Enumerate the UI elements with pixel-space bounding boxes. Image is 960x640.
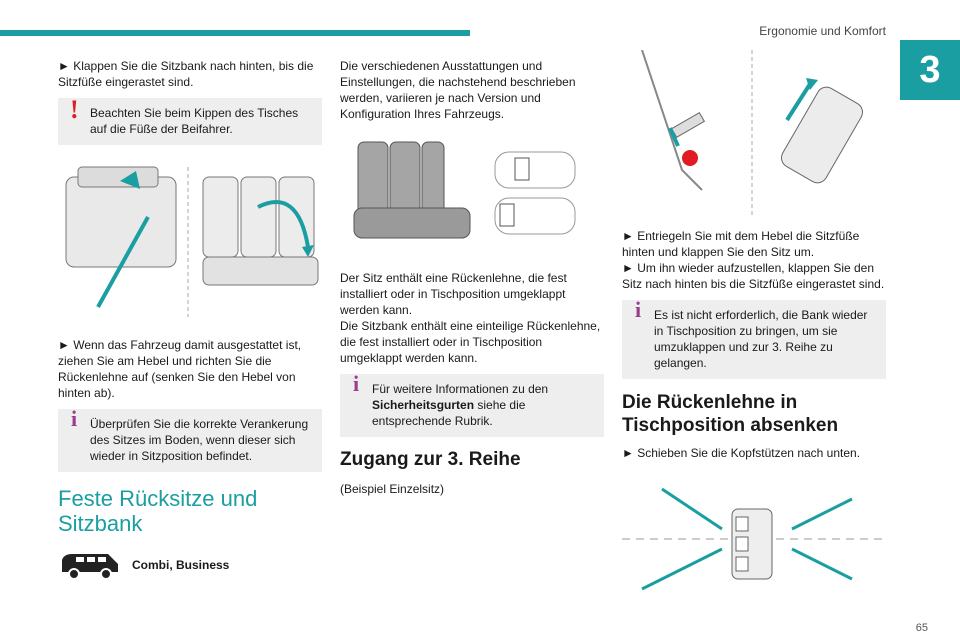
info-box-seatbelts: [340, 371, 604, 437]
seat-description: Der Sitz enthält eine Rückenlehne, die fest installiert oder in Tischposition umgeklappt werden kann.: [340, 271, 567, 317]
instruction-lever: ► Wenn das Fahrzeug damit ausgestattet ist, ziehen Sie am Hebel und richten Sie die Rückenlehne auf (senken Sie den Hebel von hinten ab).: [58, 338, 302, 400]
page-number: 65: [915, 622, 928, 634]
instruction-restore: ► Um ihn wieder aufzustellen, klappen Sie den Sitz nach hinten bis die Sitzfüße eingerastet sind.: [622, 261, 885, 291]
section-title: Ergonomie und Komfort: [759, 24, 886, 38]
info-icon: i: [635, 297, 642, 322]
intro-text: Die verschiedenen Ausstattungen und Einstellungen, die nachstehend beschrieben werden, variieren je nach Version und Konfiguration Ihres Fahrzeugs.: [340, 59, 576, 121]
seatbelts-link-label: Sicherheitsgurten: [372, 398, 475, 412]
column-left: [58, 58, 322, 582]
warning-icon: !: [70, 95, 79, 124]
section-heading-third-row: Zugang zur 3. Reihe: [340, 449, 521, 470]
bench-fold-illustration: [58, 157, 322, 327]
instruction-unlock: ► Entriegeln Sie mit dem Hebel die Sitzfüße hinten und klappen Sie den Sitz um.: [622, 229, 860, 259]
van-icon: [58, 548, 122, 582]
headrest-illustration: [622, 469, 886, 609]
info-box-anchoring: [58, 406, 322, 472]
section-heading-fixed-seats: Feste Rücksitze und Sitzbank: [58, 486, 258, 536]
info-icon: i: [353, 371, 360, 396]
header-accent-bar: [0, 30, 470, 36]
seat-tilt-illustration: [622, 50, 886, 218]
info-text-post: siehe die entsprechende Rubrik.: [372, 398, 526, 428]
column-middle: [340, 58, 604, 505]
example-note: (Beispiel Einzelsitz): [340, 482, 445, 496]
info-text: Überprüfen Sie die korrekte Verankerung des Sitzes im Boden, wenn dieser sich wieder in Sitzposition befindet.: [90, 417, 309, 463]
instruction-fold-back: ► Klappen Sie die Sitzbank nach hinten, bis die Sitzfüße eingerastet sind.: [58, 59, 314, 89]
instruction-headrests: ► Schieben Sie die Kopfstützen nach unten.: [622, 446, 861, 460]
info-icon: i: [71, 406, 78, 431]
model-row: [58, 548, 322, 582]
info-text-pre: Für weitere Informationen zu den: [372, 382, 549, 396]
seat-bench-illustration: [340, 130, 604, 260]
model-names: Combi, Business: [132, 558, 230, 572]
section-heading-table-position: Die Rückenlehne in Tischposition absenken: [622, 392, 839, 436]
warning-box: [58, 95, 322, 145]
bench-description: Die Sitzbank enthält eine einteilige Rückenlehne, die fest installiert oder in Tischposition umgeklappt werden kann.: [340, 319, 601, 365]
info-text: Es ist nicht erforderlich, die Bank wieder in Tischposition zu bringen, um sie umzuklappen und zur 3. Reihe zu gelangen.: [654, 308, 868, 370]
info-box-third-row: [622, 297, 886, 379]
warning-text: Beachten Sie beim Kippen des Tisches auf die Füße der Beifahrer.: [90, 106, 299, 136]
chapter-number-badge: 3: [900, 40, 960, 100]
column-right: [622, 58, 886, 619]
